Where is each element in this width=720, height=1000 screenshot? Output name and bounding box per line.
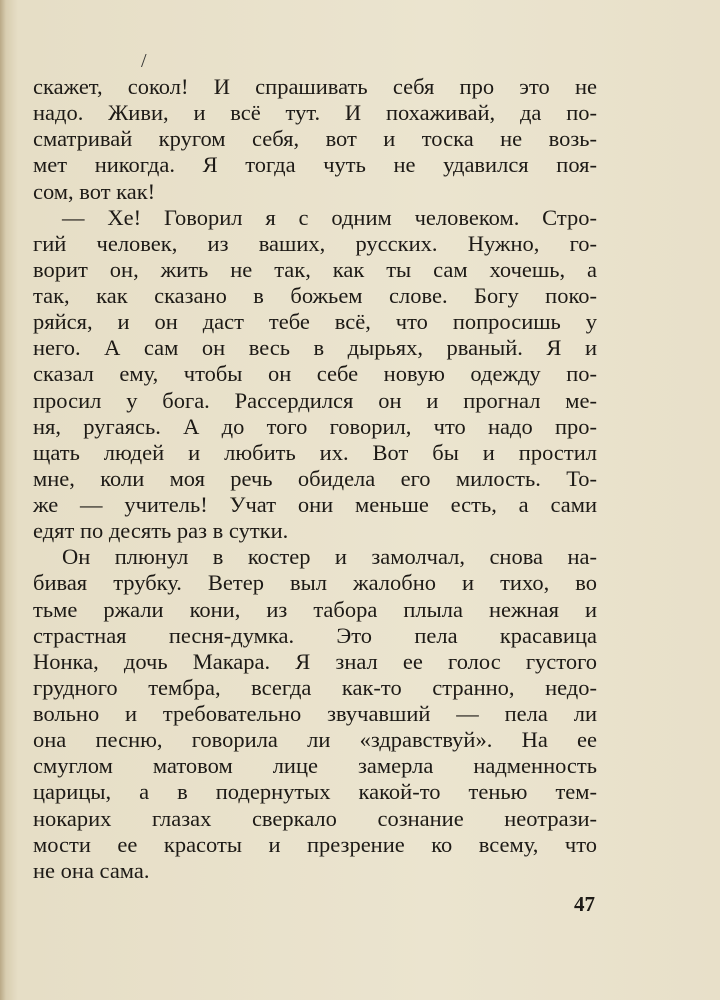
text-line: тьме ржали кони, из табора плыла нежная и bbox=[33, 596, 597, 622]
body-text bbox=[33, 74, 597, 884]
text-line: бивая трубку. Ветер выл жалобно и тихо, во bbox=[33, 570, 597, 596]
text-line: — Хе! Говорил я с одним человеком. Стро- bbox=[62, 204, 597, 230]
text-line: не она сама. bbox=[33, 857, 150, 883]
text-line: вольно и требовательно звучавший — пела ли bbox=[33, 701, 597, 726]
text-line: мне, коли моя речь обидела его милость. То- bbox=[33, 465, 597, 491]
text-line: страстная песня-думка. Это пела красавица bbox=[33, 622, 597, 648]
text-line: надо. Живи, и всё тут. И похаживай, да по- bbox=[33, 100, 597, 126]
text-line: ворит он, жить не так, как ты сам хочешь, а bbox=[33, 256, 597, 282]
text-line: Нонка, дочь Макара. Я знал ее голос густого bbox=[33, 648, 597, 674]
text-line: скажет, сокол! И спрашивать себя про это не bbox=[33, 74, 597, 99]
text-line: так, как сказано в божьем слове. Богу поко- bbox=[33, 283, 597, 308]
text-line: него. А сам он весь в дырьях, рваный. Я и bbox=[33, 335, 597, 361]
text-line: же — учитель! Учат они меньше есть, а сами bbox=[33, 492, 597, 517]
text-line: сказал ему, чтобы он себе новую одежду по- bbox=[33, 361, 597, 387]
page-number: 47 bbox=[574, 892, 595, 916]
text-line: просил у бога. Рассердился он и прогнал ме- bbox=[33, 387, 597, 413]
text-line: гий человек, из ваших, русских. Нужно, го- bbox=[33, 230, 597, 256]
text-line: едят по десять раз в сутки. bbox=[33, 518, 289, 544]
text-line: мет никогда. Я тогда чуть не удавился поя- bbox=[33, 152, 597, 178]
text-line: щать людей и любить их. Вот бы и простил bbox=[33, 439, 597, 465]
text-line: мости ее красоты и презрение ко всему, что bbox=[33, 831, 597, 857]
text-line: грудного тембра, всегда как-то странно, недо- bbox=[33, 674, 597, 700]
text-line: сматривай кругом себя, вот и тоска не возь- bbox=[33, 126, 597, 152]
text-line: ня, ругаясь. А до того говорил, что надо про- bbox=[33, 413, 597, 439]
text-line: ряйся, и он даст тебе всё, что попросишь у bbox=[33, 309, 597, 335]
text-line: нокарих глазах сверкало сознание неотрази- bbox=[33, 805, 597, 831]
pencil-mark: / bbox=[141, 50, 147, 72]
text-line: Он плюнул в костер и замолчал, снова на- bbox=[62, 544, 597, 570]
text-line: она песню, говорила ли «здравствуй». На ее bbox=[33, 727, 597, 753]
text-line: царицы, а в подернутых какой-то тенью тем- bbox=[33, 779, 597, 805]
text-line: сом, вот как! bbox=[33, 178, 156, 204]
text-line: смуглом матовом лице замерла надменность bbox=[33, 753, 597, 779]
